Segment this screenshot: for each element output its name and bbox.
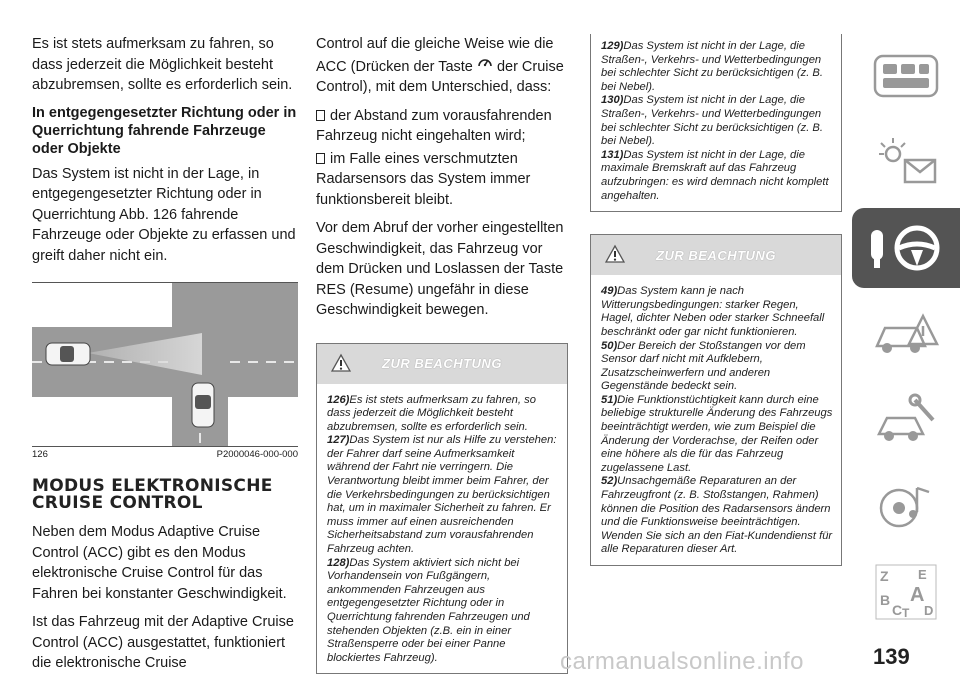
note bbox=[601, 475, 833, 557]
warning-title: ZUR BEACHTUNG bbox=[656, 247, 776, 263]
note-number: 50) bbox=[601, 339, 618, 352]
note-text: Das System ist nur als Hilfe zu verstehen: der Fahrer darf seine Aufmerksamkeit während der Fahrt nie verringern. Die Verantwortung bleibt immer beim Fahrer, der die Verkehrsbedingungen zu berücksichtigen hat, um in maximaler Sicherheit zu fahren. Er muss immer auf einen ausreichenden Sicherheitsabstand zum vorausfahrenden Fahrzeug achten. bbox=[327, 434, 557, 556]
note bbox=[601, 285, 833, 339]
note-text: Das System aktiviert sich nicht bei Vorhandensein von Fußgängern, ankommenden Fahrzeugen aus entgegengesetzter Richtung oder in Querrichtung fahrenden Fahrzeugen und stehenden Objekten (z.B. ein in einer Straßensperre oder bei einer Panne blockiertes Fahrzeug). bbox=[327, 556, 530, 664]
note-text: Unsachgemäße Reparaturen an der Fahrzeugfront (z. B. Stoßstangen, Rahmen) können die Position des Radarsensors ändern und die Funktionsweise beeinträchtigen. Wenden Sie sich an den Fiat-Kundendienst für alle Reparaturen dieser Art. bbox=[601, 475, 833, 556]
warning-triangle-icon bbox=[331, 353, 351, 373]
index-icon bbox=[866, 561, 946, 623]
chapter-tab-multimedia[interactable] bbox=[852, 466, 960, 546]
note-number: 126) bbox=[327, 393, 350, 406]
note-number: 129) bbox=[601, 40, 624, 52]
warning-lights-icon bbox=[871, 134, 941, 190]
note bbox=[327, 394, 559, 435]
column-2 bbox=[316, 34, 568, 674]
multimedia-icon bbox=[871, 478, 941, 534]
warning-box bbox=[316, 343, 568, 675]
bullet-item bbox=[316, 106, 568, 147]
note-text: Der Bereich der Stoßstangen vor dem Sensor darf nicht mit Aufklebern, Zusatzscheinwerfern und anderen Gegenstände bedeckt sein. bbox=[601, 339, 806, 393]
note-text: Das System ist nicht in der Lage, die maximale Bremskraft auf das Fahrzeug aufzubringen: es wird demnach nicht komplett angehalten. bbox=[601, 148, 829, 202]
note bbox=[601, 149, 833, 203]
paragraph: Neben dem Modus Adaptive Cruise Control (ACC) gibt es den Modus elektronische Cruise Control für das Fahren bei konstanter Geschwindigkeit. bbox=[32, 524, 287, 602]
section-title bbox=[32, 478, 298, 512]
note-number: 51) bbox=[601, 393, 618, 406]
paragraph: Es ist stets aufmerksam zu fahren, so dass jederzeit die Möglichkeit besteht abzubremsen, sollte es erforderlich sein. bbox=[32, 36, 293, 93]
note-number: 127) bbox=[327, 434, 350, 447]
note-text: Es ist stets aufmerksam zu fahren, so dass jederzeit die Möglichkeit besteht abzubremsen, sollte es erforderlich sein. bbox=[327, 393, 536, 433]
warning-header bbox=[591, 235, 841, 275]
note bbox=[601, 394, 833, 476]
note bbox=[327, 557, 559, 666]
chapter-tab-warning-lights[interactable] bbox=[852, 122, 960, 202]
note bbox=[601, 94, 833, 148]
note-number: 130) bbox=[601, 94, 624, 107]
index-letter: D bbox=[924, 603, 934, 618]
chapter-tab-index[interactable] bbox=[852, 552, 960, 632]
road-illustration bbox=[32, 283, 298, 446]
section-title-line-2: CRUISE CONTROL bbox=[32, 493, 203, 513]
note bbox=[601, 340, 833, 394]
watermark: carmanualsonline.info bbox=[560, 648, 804, 675]
bullet-item bbox=[316, 149, 568, 211]
note-number: 128) bbox=[327, 556, 350, 569]
note bbox=[601, 40, 833, 94]
section-title-line-1: MODUS ELEKTRONISCHE bbox=[32, 476, 273, 496]
maintenance-icon bbox=[871, 392, 941, 448]
paragraph-part: Control auf die gleiche Weise wie die ACC (Drücken der Taste bbox=[316, 36, 554, 75]
figure-126 bbox=[32, 282, 298, 446]
chapter-tab-dashboard[interactable] bbox=[852, 36, 960, 116]
warning-box bbox=[590, 234, 842, 566]
paragraph: Ist das Fahrzeug mit der Adaptive Cruise Control (ACC) ausgestattet, funktioniert die elektronische Cruise bbox=[32, 614, 294, 671]
steering-wheel-icon bbox=[861, 218, 951, 278]
warning-title: ZUR BEACHTUNG bbox=[382, 356, 502, 371]
index-letter: A bbox=[910, 584, 925, 606]
warning-body bbox=[591, 275, 841, 565]
note-text: Das System ist nicht in der Lage, die Straßen-, Verkehrs- und Wetterbedingungen bei schlechter Sicht zu berücksichtigen (z. B. bei Nebel). bbox=[601, 40, 823, 93]
page-number: 139 bbox=[873, 644, 910, 669]
paragraph: Das System ist nicht in der Lage, in entgegengesetzter Richtung oder in Querrichtung Abb. 126 fahrende Fahrzeuge oder Objekte zu erfassen und greift daher nicht ein. bbox=[32, 165, 296, 264]
note bbox=[327, 434, 559, 556]
chapter-tab-emergency[interactable] bbox=[852, 294, 960, 374]
note-text: Die Funktionstüchtigkeit kann durch eine beliebige strukturelle Änderung des Fahrzeugs beeinträchtigt werden, wie zum Beispiel die Änderung der Vorderachse, der Reifen oder eine höhere als die für das Fahrzeug zugelassene Last. bbox=[601, 393, 833, 474]
emergency-icon bbox=[871, 306, 941, 362]
figure-code: P2000046-000-000 bbox=[216, 449, 298, 460]
figure-caption bbox=[32, 446, 298, 460]
subheading: In entgegengesetzter Richtung oder in Querrichtung fahrende Fahrzeuge oder Objekte bbox=[32, 104, 297, 157]
note-text: Das System ist nicht in der Lage, die Straßen-, Verkehrs- und Wetterbedingungen bei schlechter Sicht zu berücksichtigen (z. B. bei Nebel). bbox=[601, 94, 823, 148]
warning-body bbox=[591, 34, 841, 211]
paragraph-part: der Cruise Control), mit dem Unterschied, dass: bbox=[316, 58, 564, 95]
index-letter: B bbox=[880, 592, 891, 608]
bullet-box-icon bbox=[316, 110, 325, 121]
index-letter: E bbox=[918, 567, 927, 582]
cruise-control-icon bbox=[477, 55, 493, 69]
figure-number: 126 bbox=[32, 449, 48, 460]
chapter-tab-driving[interactable] bbox=[852, 208, 960, 288]
warning-triangle-icon bbox=[605, 244, 625, 264]
column-3 bbox=[590, 34, 842, 566]
index-letter: Z bbox=[880, 568, 889, 584]
car-dashboard-icon bbox=[871, 48, 941, 104]
bullet-text: im Falle eines verschmutzten Radarsensors das System immer funktionsbereit bleibt. bbox=[316, 150, 531, 208]
bullet-text: der Abstand zum vorausfahrenden Fahrzeug nicht eingehalten wird; bbox=[316, 107, 552, 144]
warning-body bbox=[317, 384, 567, 674]
index-letter: T bbox=[902, 606, 910, 620]
warning-header bbox=[317, 344, 567, 384]
index-letter: C bbox=[892, 602, 903, 618]
note-text: Das System kann je nach Witterungsbedingungen: starker Regen, Hagel, dichter Neben oder starker Schneefall beschränkt oder gar nicht funktionieren. bbox=[601, 285, 825, 338]
column-1 bbox=[32, 34, 298, 678]
chapter-sidebar bbox=[852, 36, 960, 638]
note-number: 131) bbox=[601, 148, 624, 161]
bullet-box-icon bbox=[316, 153, 325, 164]
paragraph bbox=[316, 34, 568, 98]
note-number: 49) bbox=[601, 285, 618, 298]
note-number: 52) bbox=[601, 475, 618, 488]
chapter-tab-maintenance[interactable] bbox=[852, 380, 960, 460]
warning-box-continued bbox=[590, 34, 842, 212]
paragraph: Vor dem Abruf der vorher eingestellten Geschwindigkeit, das Fahrzeug vor dem Drücken und Loslassen der Taste RES (Resume) ungefähr in diese Geschwindigkeit bewegen. bbox=[316, 220, 564, 318]
